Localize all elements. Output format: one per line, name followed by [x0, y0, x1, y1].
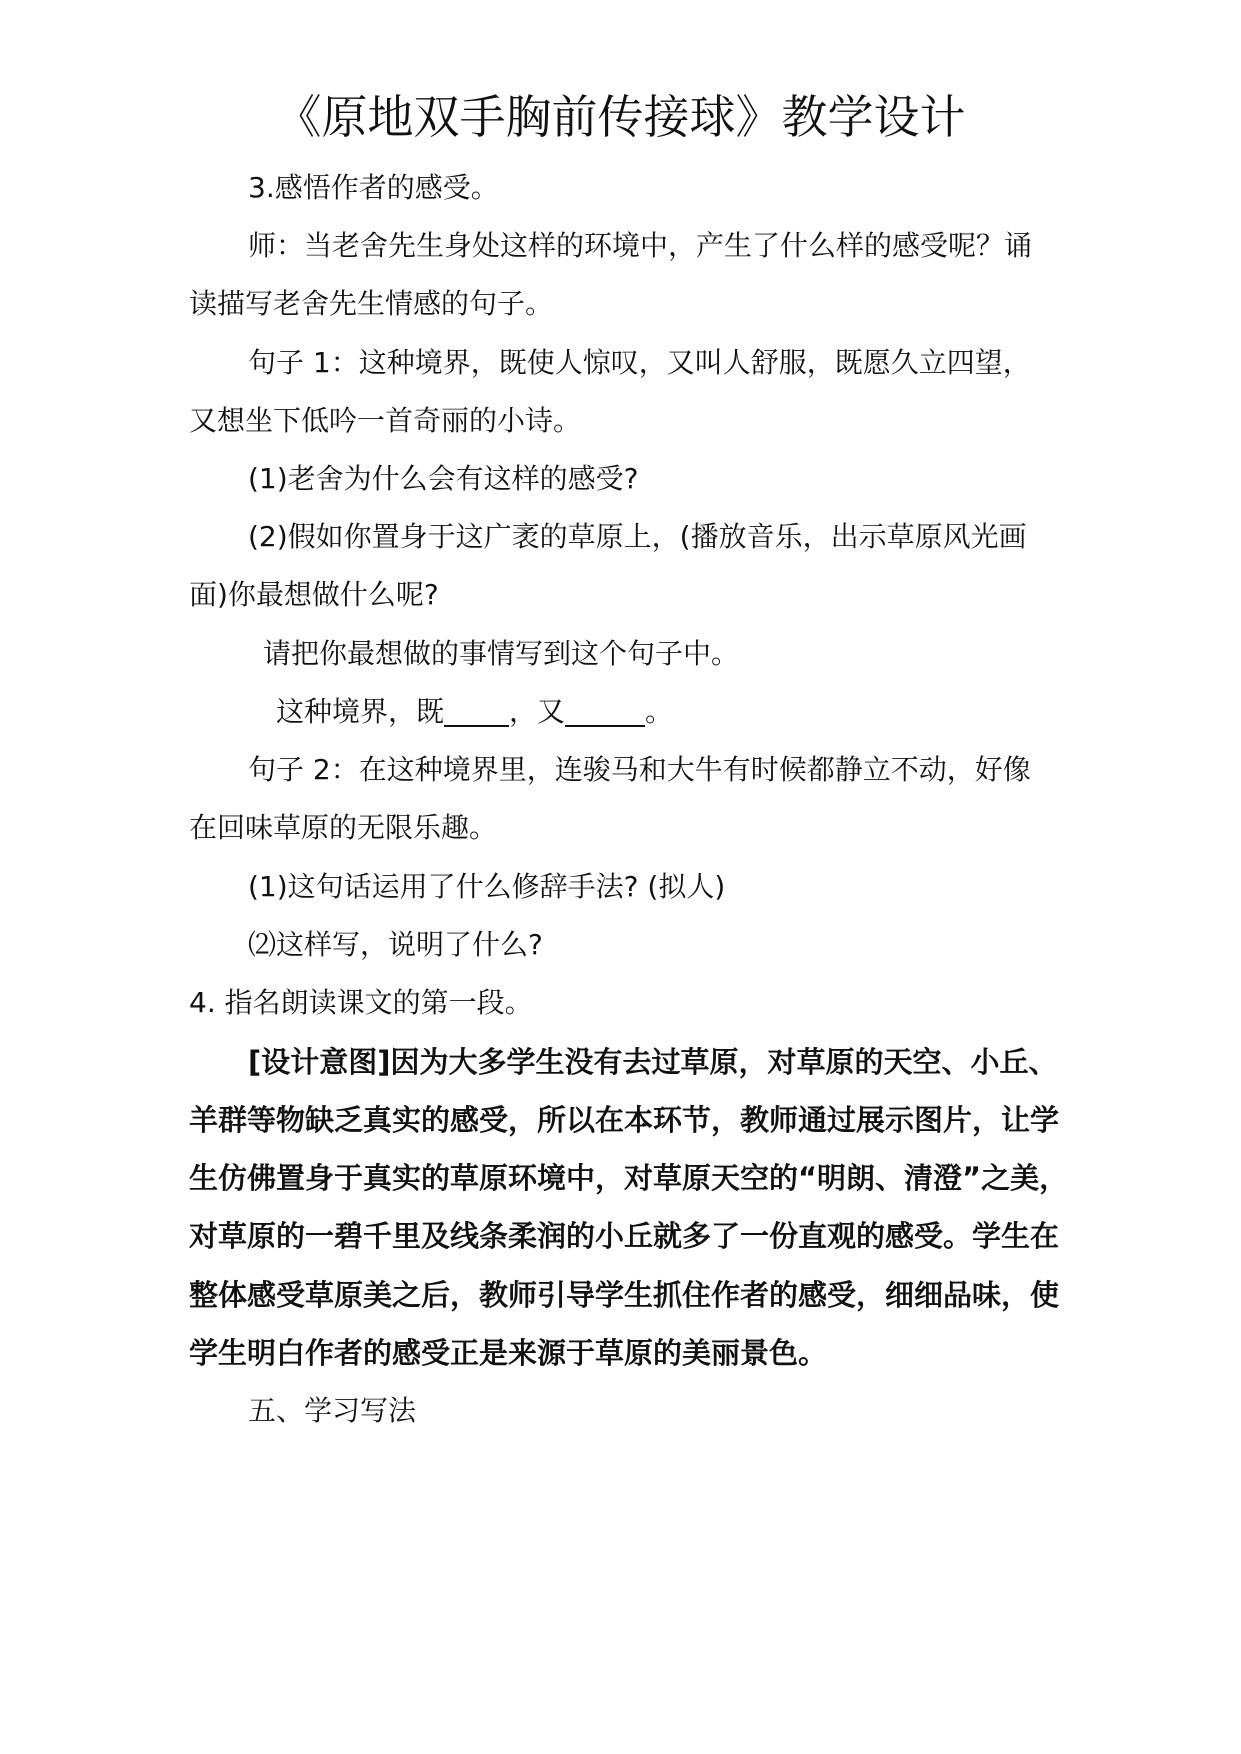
design-intent-line-4: 对草原的一碧千里及线条柔润的小丘就多了一份直观的感受。学生在 [189, 1219, 1060, 1253]
section-heading-4: 4. 指名朗读课文的第一段。 [189, 986, 533, 1019]
paragraph-teacher-question-cont: 读描写老舍先生情感的句子。 [189, 287, 554, 320]
sentence-2: 句子 2：在这种境界里，连骏马和大牛有时候都静立不动，好像 [248, 753, 1031, 786]
design-intent-line-3: 生仿佛置身于真实的草原环境中，对草原天空的“明朗、清澄”之美， [189, 1161, 1069, 1195]
fill-blank-2 [565, 695, 645, 727]
paragraph-teacher-question: 师：当老舍先生身处这样的环境中，产生了什么样的感受呢？诵 [248, 229, 1033, 262]
question-meaning: ⑵这样写，说明了什么? [248, 928, 543, 961]
fill-suffix: 。 [645, 695, 674, 728]
fill-blank-1 [444, 695, 509, 727]
design-intent-line-1: [设计意图]因为大多学生没有去过草原，对草原的天空、小丘、 [248, 1045, 1058, 1079]
section-heading-5: 五、学习写法 [248, 1394, 417, 1427]
writing-instruction: 请把你最想做的事情写到这个句子中。 [263, 637, 740, 670]
design-intent-line-5: 整体感受草原美之后，教师引导学生抓住作者的感受，细细品味，使 [189, 1278, 1060, 1312]
document-title: 《原地双手胸前传接球》教学设计 [275, 90, 966, 144]
question-2: (2)假如你置身于这广袤的草原上，(播放音乐，出示草原风光画 [248, 520, 1027, 553]
question-rhetoric: (1)这句话运用了什么修辞手法? (拟人) [248, 870, 726, 903]
design-intent-line-6: 学生明白作者的感受正是来源于草原的美丽景色。 [189, 1336, 828, 1370]
sentence-1: 句子 1：这种境界，既使人惊叹，又叫人舒服，既愿久立四望， [248, 346, 1031, 379]
fill-middle: ，又 [509, 695, 566, 728]
question-1: (1)老舍为什么会有这样的感受? [248, 462, 639, 495]
fill-prefix: 这种境界，既 [276, 695, 445, 728]
fill-in-sentence [276, 692, 673, 732]
question-2-cont: 面)你最想做什么呢? [189, 578, 439, 611]
section-heading-3: 3.感悟作者的感受。 [248, 171, 499, 204]
design-intent-line-2: 羊群等物缺乏真实的感受，所以在本环节，教师通过展示图片，让学 [189, 1103, 1060, 1137]
sentence-1-cont: 又想坐下低吟一首奇丽的小诗。 [189, 404, 582, 437]
sentence-2-cont: 在回味草原的无限乐趣。 [189, 811, 498, 844]
